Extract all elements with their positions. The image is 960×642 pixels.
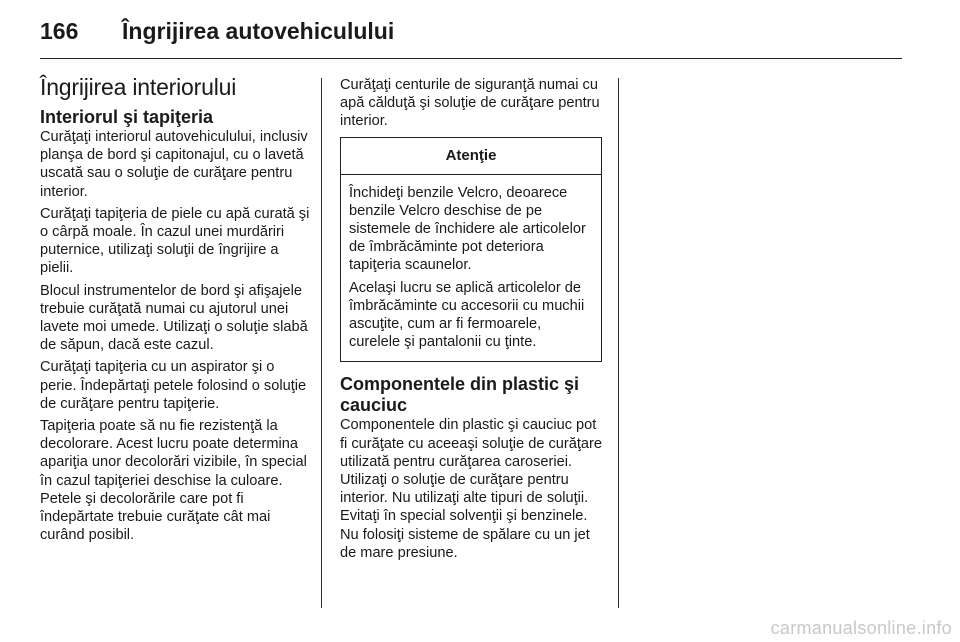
section-title: Îngrijirea interiorului (40, 74, 237, 100)
caution-paragraph: Închideţi benzile Velcro, deoarece benzile Velcro deschise de pe sistemele de închidere ale articolelor de îmbrăcăminte pot deteriora tapiţeria scaunelor. (349, 184, 586, 274)
caution-paragraph: Acelaşi lucru se aplică articolelor de îmbrăcăminte cu accesorii cu muchii ascuţite, cum ar fi fermoarele, curelele şi pantalonii cu ţinte. (349, 279, 585, 351)
subsection-title-upholstery: Interiorul şi tapiţeria (40, 107, 214, 127)
column-divider-right (618, 78, 619, 608)
paragraph: Curăţaţi tapiţeria cu un aspirator şi o perie. Îndepărtaţi petele folosind o soluţie de curăţare pentru tapiţerie. (40, 359, 307, 412)
paragraph: Curăţaţi interiorul autovehiculului, inclusiv planşa de bord şi capitonajul, cu o lavetă uscată sau o soluţie de curăţare pentru interior. (40, 129, 308, 200)
paragraph: Curăţaţi tapiţeria de piele cu apă curată şi o cârpă moale. În cazul unei murdăriri puternice, utilizaţi soluţii de îngrijire a pielii. (40, 205, 310, 277)
column-divider-left (321, 78, 322, 608)
seatbelt-paragraph: Curăţaţi centurile de siguranţă numai cu apă călduţă şi soluţie de curăţare pentru interior. (340, 77, 600, 130)
caution-body (341, 175, 601, 362)
watermark: carmanualsonline.info (770, 618, 952, 638)
plastic-paragraph: Componentele din plastic şi cauciuc pot fi curăţate cu aceeaşi soluţie de curăţare utilizată pentru curăţarea caroseriei. Utilizaţi o soluţie de curăţare pentru interior. Nu utilizaţi alte tipuri de soluţii. Evitaţi în special solvenţii şi benzinele. Nu folosiţi sisteme de spălare cu un jet de mare presiune. (340, 417, 603, 561)
middle-column (340, 76, 606, 566)
page-number: 166 (40, 18, 79, 44)
running-title: Îngrijirea autovehiculului (122, 18, 395, 44)
page-header (40, 14, 902, 59)
subsection-title-plastic: Componentele din plastic şi cauciuc (340, 374, 580, 416)
paragraph: Blocul instrumentelor de bord şi afişajele trebuie curăţată numai cu ajutorul unei lavete moi umede. Utilizaţi o soluţie slabă de săpun, dacă este cazul. (40, 282, 308, 354)
caution-box (340, 137, 602, 363)
left-column (40, 72, 312, 548)
caution-title: Atenţie (341, 138, 601, 175)
paragraph: Tapiţeria poate să nu fie rezistenţă la decolorare. Acest lucru poate determina apariţia unor decolorări vizibile, în special în cazul tapiţeriei deschise la culoare. Petele şi decolorările care pot fi îndepărtate trebuie curăţate cât mai curând posibil. (40, 418, 307, 544)
